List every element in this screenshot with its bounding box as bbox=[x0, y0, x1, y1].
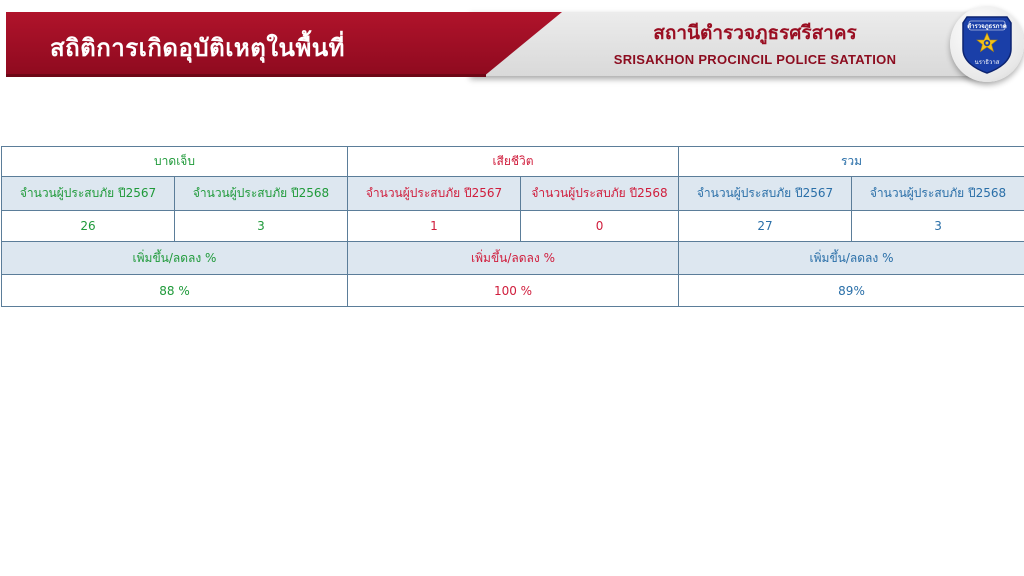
change-value-deaths: 100 % bbox=[348, 275, 679, 307]
banner-shadow-line bbox=[6, 74, 486, 77]
change-value-injured: 88 % bbox=[2, 275, 348, 307]
group-title-deaths: เสียชีวิต bbox=[348, 147, 679, 177]
column-header-row bbox=[2, 177, 1024, 211]
page-title: สถิติการเกิดอุบัติเหตุในพื้นที่ bbox=[50, 34, 345, 62]
col-header-injured-2567: จำนวนผู้ประสบภัย ปี2567 bbox=[2, 177, 175, 211]
police-logo bbox=[950, 6, 1024, 82]
change-label-deaths: เพิ่มขึ้น/ลดลง % bbox=[348, 242, 679, 275]
col-header-deaths-2568: จำนวนผู้ประสบภัย ปี2568 bbox=[521, 177, 679, 211]
group-title-injured: บาดเจ็บ bbox=[2, 147, 348, 177]
col-header-total-2567: จำนวนผู้ประสบภัย ปี2567 bbox=[679, 177, 852, 211]
value-deaths-2567: 1 bbox=[348, 211, 521, 242]
station-name-eng: SRISAKHON PROCINCIL POLICE SATATION bbox=[613, 52, 897, 67]
value-row bbox=[2, 211, 1024, 242]
col-header-total-2568: จำนวนผู้ประสบภัย ปี2568 bbox=[852, 177, 1024, 211]
group-header-row bbox=[2, 147, 1024, 177]
svg-text:นราธิวาส: นราธิวาส bbox=[974, 59, 1000, 66]
change-label-total: เพิ่มขึ้น/ลดลง % bbox=[679, 242, 1024, 275]
col-header-deaths-2567: จำนวนผู้ประสบภัย ปี2567 bbox=[348, 177, 521, 211]
change-label-row bbox=[2, 242, 1024, 275]
change-label-injured: เพิ่มขึ้น/ลดลง % bbox=[2, 242, 348, 275]
police-badge-icon bbox=[957, 13, 1017, 75]
value-injured-2568: 3 bbox=[175, 211, 348, 242]
col-header-injured-2568: จำนวนผู้ประสบภัย ปี2568 bbox=[175, 177, 348, 211]
value-total-2567: 27 bbox=[679, 211, 852, 242]
value-deaths-2568: 0 bbox=[521, 211, 679, 242]
value-total-2568: 3 bbox=[852, 211, 1024, 242]
group-title-total: รวม bbox=[679, 147, 1024, 177]
value-injured-2567: 26 bbox=[2, 211, 175, 242]
svg-text:ตำรวจภูธรภาค: ตำรวจภูธรภาค bbox=[967, 23, 1007, 30]
accident-stats-table bbox=[1, 146, 1024, 307]
station-name-thai: สถานีตำรวจภูธรศรีสาคร bbox=[653, 22, 857, 44]
change-value-row bbox=[2, 275, 1024, 307]
change-value-total: 89% bbox=[679, 275, 1024, 307]
